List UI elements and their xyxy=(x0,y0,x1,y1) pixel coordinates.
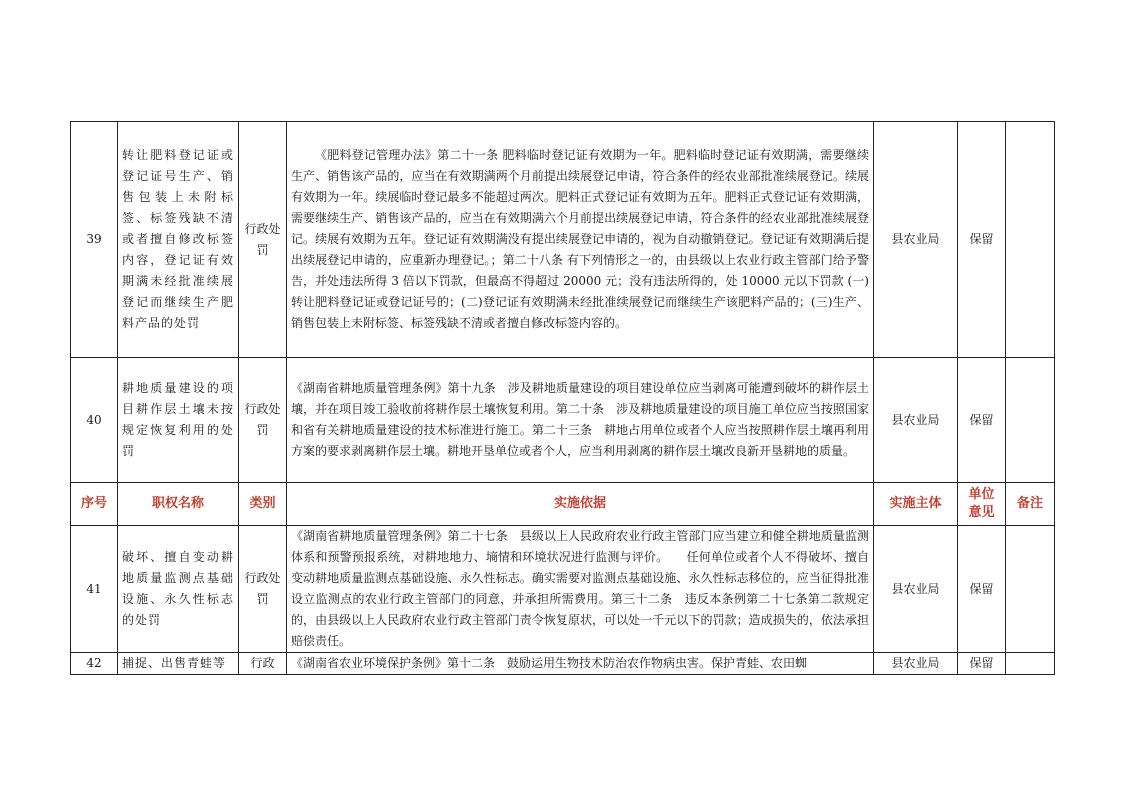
row-opinion: 保留 xyxy=(958,358,1006,483)
table-row xyxy=(71,358,1055,483)
header-opinion xyxy=(958,483,1006,526)
enforcement-power-table xyxy=(70,121,1055,675)
row-basis: 《肥料登记管理办法》第二十一条 肥料临时登记证有效期为一年。肥料临时登记证有效期满，需要继续生产、销售该产品的，应当在有效期满两个月前提出续展登记申请，符合条件的经农业部批准续展登记。续展有效期为一年。续展临时登记最多不能超过两次。肥料正式登记证有效期为五年。肥料正式登记证有效期满，需要继续生产、销售该产品的，应当在有效期满六个月前提出续展登记申请，符合条件的经农业部批准续展登记。续展有效期为五年。登记证有效期满没有提出续展登记申请的，视为自动撤销登记。登记证有效期满后提出续展登记申请的，应重新办理登记。；第二十八条 有下列情形之一的，由县级以上农业行政主管部门给予警告，并处违法所得 3 倍以下罚款，但最高不得超过 20000 元；没有违法所得的，处 10000 元以下罚款 (一)转让肥料登记证或登记证号的；(二)登记证有效期满未经批准续展登记而继续生产该肥料产品的；(三)生产、销售包装上未附标签、标签残缺不清或者擅自修改标签内容的。 xyxy=(287,122,874,358)
row-category: 行政处罚 xyxy=(239,122,287,358)
row-basis: 《湖南省耕地质量管理条例》第二十七条 县级以上人民政府农业行政主管部门应当建立和健全耕地质量监测体系和预警预报系统，对耕地地力、墒情和环境状况进行监测与评价。 任何单位或者个人不得破坏、擅自变动耕地质量监测点基础设施、永久性标志。确实需要对监测点基础设施、永久性标志移位的，应当征得批准设立监测点的农业行政主管部门的同意，并承担所需费用。第三十二条 违反本条例第二十七条第二款规定的，由县级以上人民政府农业行政主管部门责令恢复原状，可以处一千元以下的罚款；造成损失的，依法承担赔偿责任。 xyxy=(287,526,874,653)
table-header-row xyxy=(71,483,1055,526)
header-category: 类别 xyxy=(239,483,287,526)
row-opinion: 保留 xyxy=(958,653,1006,675)
row-power-name: 转让肥料登记证或登记证号生产、销售包装上未附标签、标签残缺不清或者擅自修改标签内容，登记证有效期满未经批准续展登记而继续生产肥料产品的处罚 xyxy=(118,122,239,358)
row-seq: 42 xyxy=(71,653,118,675)
header-basis: 实施依据 xyxy=(287,483,874,526)
row-seq: 41 xyxy=(71,526,118,653)
row-subject: 县农业局 xyxy=(874,358,958,483)
table-row xyxy=(71,653,1055,675)
row-remark xyxy=(1006,122,1055,358)
header-remark: 备注 xyxy=(1006,483,1055,526)
header-power-name: 职权名称 xyxy=(118,483,239,526)
row-remark xyxy=(1006,653,1055,675)
row-opinion: 保留 xyxy=(958,526,1006,653)
header-opinion-line1: 单位 xyxy=(968,487,995,502)
row-basis: 《湖南省耕地质量管理条例》第十九条 涉及耕地质量建设的项目建设单位应当剥离可能遭到破坏的耕作层土壤，并在项目竣工验收前将耕作层土壤恢复利用。第二十条 涉及耕地质量建设的项目施工单位应当按照国家和省有关耕地质量建设的技术标准进行施工。第二十三条 耕地占用单位或者个人应当按照耕作层土壤再利用方案的要求剥离耕作层土壤。耕地开垦单位或者个人，应当利用剥离的耕作层土壤改良新开垦耕地的质量。 xyxy=(287,358,874,483)
row-power-name: 耕地质量建设的项目耕作层土壤未按规定恢复利用的处罚 xyxy=(118,358,239,483)
row-basis: 《湖南省农业环境保护条例》第十二条 鼓励运用生物技术防治农作物病虫害。保护青蛙、农田蜘 xyxy=(287,653,874,675)
table-row xyxy=(71,526,1055,653)
row-subject: 县农业局 xyxy=(874,526,958,653)
row-subject: 县农业局 xyxy=(874,122,958,358)
header-seq: 序号 xyxy=(71,483,118,526)
row-remark xyxy=(1006,358,1055,483)
row-category: 行政处罚 xyxy=(239,358,287,483)
header-subject: 实施主体 xyxy=(874,483,958,526)
row-power-name: 破坏、擅自变动耕地质量监测点基础设施、永久性标志的处罚 xyxy=(118,526,239,653)
row-category: 行政处罚 xyxy=(239,526,287,653)
row-seq: 40 xyxy=(71,358,118,483)
row-power-name: 捕捉、出售青蛙等 xyxy=(118,653,239,675)
row-seq: 39 xyxy=(71,122,118,358)
header-opinion-line2: 意见 xyxy=(968,505,995,520)
row-subject: 县农业局 xyxy=(874,653,958,675)
table-row xyxy=(71,122,1055,358)
row-opinion: 保留 xyxy=(958,122,1006,358)
row-remark xyxy=(1006,526,1055,653)
row-category: 行政 xyxy=(239,653,287,675)
